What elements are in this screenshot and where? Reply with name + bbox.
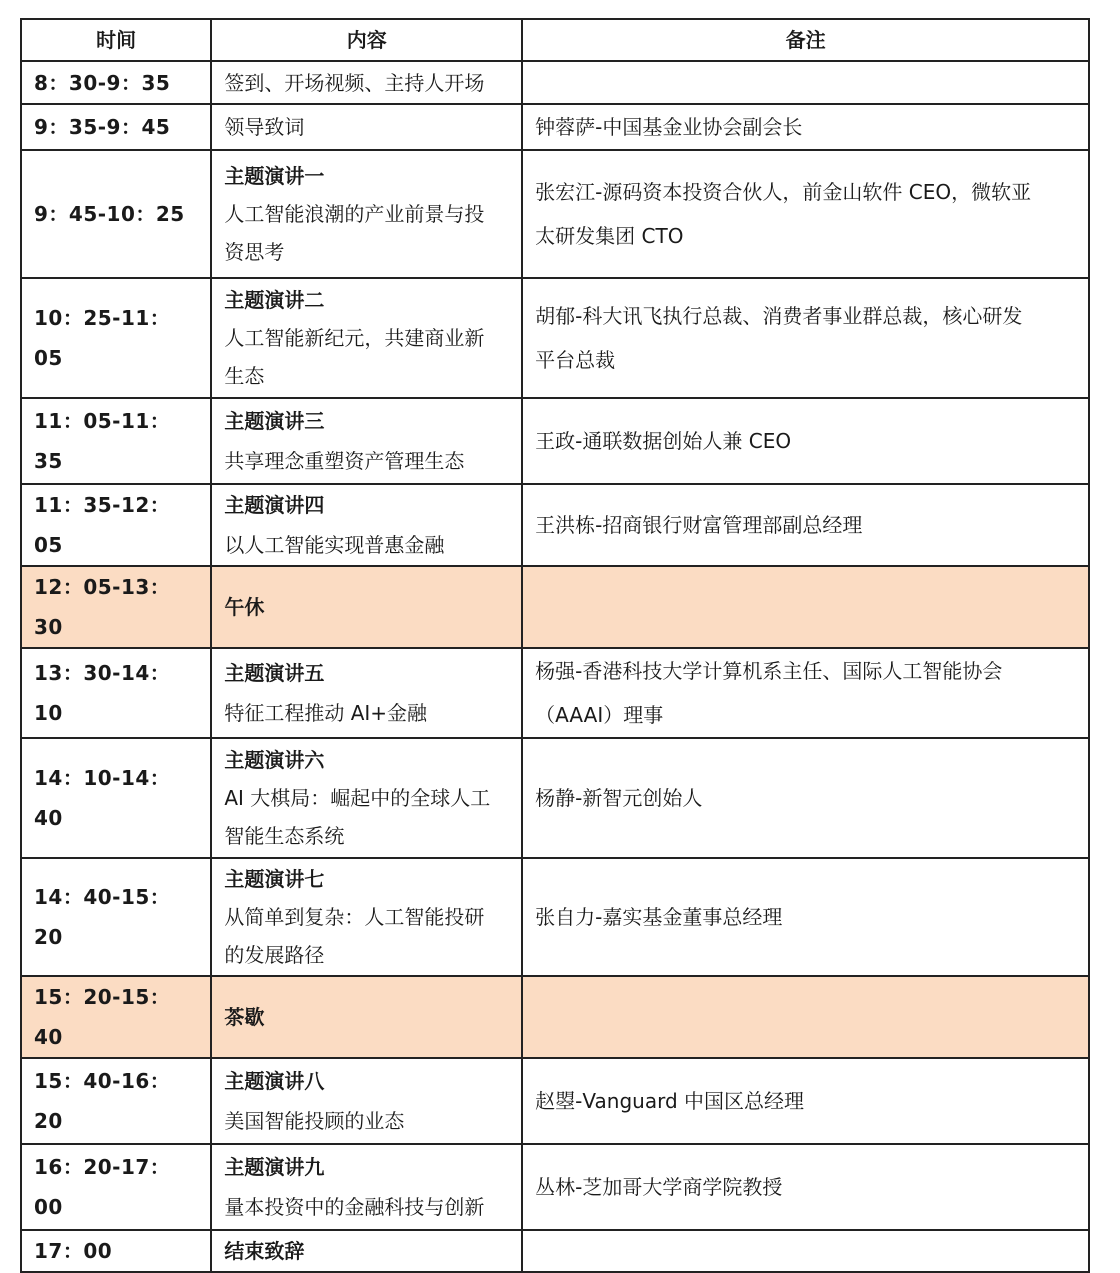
content-line: 午休: [224, 595, 265, 619]
row-time: 15：40-16：20: [21, 1058, 211, 1144]
note-line: 平台总裁: [535, 348, 616, 372]
row-content: [211, 1230, 522, 1272]
row-content: [211, 566, 522, 648]
row-time: 8：30-9：35: [21, 61, 211, 104]
row-content: [211, 858, 522, 976]
row-time: 14：40-15：20: [21, 858, 211, 976]
row-content: [211, 104, 522, 150]
agenda-row: [21, 61, 1089, 104]
row-time: 11：35-12：05: [21, 484, 211, 566]
content-line: 签到、开场视频、主持人开场: [224, 70, 485, 95]
talk-title: 主题演讲三: [224, 409, 325, 433]
note-line: 钟蓉萨-中国基金业协会副会长: [535, 115, 803, 139]
row-note: [522, 566, 1089, 648]
content-line: 以人工智能实现普惠金融: [224, 533, 445, 557]
content-line: 共享理念重塑资产管理生态: [224, 449, 465, 473]
row-time: 14：10-14：40: [21, 738, 211, 858]
row-note: [522, 976, 1089, 1058]
content-line: 生态: [224, 364, 265, 388]
content-line: 结束致辞: [224, 1239, 305, 1263]
row-content: [211, 976, 522, 1058]
agenda-row: [21, 484, 1089, 566]
note-line: 胡郁-科大讯飞执行总裁、消费者事业群总裁，核心研发: [535, 304, 1023, 328]
talk-title: 主题演讲一: [224, 164, 325, 188]
row-time: 11：05-11：35: [21, 398, 211, 484]
row-content: [211, 61, 522, 104]
row-note: [522, 738, 1089, 858]
talk-title: 主题演讲七: [224, 867, 325, 891]
talk-title: 主题演讲二: [224, 288, 325, 312]
agenda-row: [21, 738, 1089, 858]
row-time: 15：20-15：40: [21, 976, 211, 1058]
agenda-row: [21, 1144, 1089, 1230]
content-line: 资思考: [224, 240, 285, 264]
content-line: 人工智能浪潮的产业前景与投: [224, 202, 485, 226]
note-line: （AAAI）理事: [535, 703, 664, 727]
agenda-row: [21, 1230, 1089, 1272]
note-line: 丛林-芝加哥大学商学院教授: [535, 1175, 783, 1199]
agenda-row: [21, 104, 1089, 150]
row-note: [522, 648, 1089, 738]
note-line: 王洪栋-招商银行财富管理部副总经理: [535, 513, 863, 537]
agenda-row: [21, 278, 1089, 398]
agenda-row: [21, 976, 1089, 1058]
content-line: 美国智能投顾的业态: [224, 1109, 405, 1133]
content-line: 领导致词: [224, 115, 305, 139]
agenda-row: [21, 566, 1089, 648]
row-content: [211, 278, 522, 398]
agenda-table-header: [21, 19, 1089, 61]
content-line: 从简单到复杂：人工智能投研: [224, 905, 485, 929]
row-content: [211, 150, 522, 278]
row-note: [522, 1144, 1089, 1230]
row-note: [522, 484, 1089, 566]
note-line: 张宏江-源码资本投资合伙人，前金山软件 CEO，微软亚: [535, 180, 1032, 204]
content-line: 智能生态系统: [224, 824, 345, 848]
row-content: [211, 398, 522, 484]
row-time: 13：30-14：10: [21, 648, 211, 738]
agenda-row: [21, 858, 1089, 976]
content-line: AI 大棋局：崛起中的全球人工: [224, 786, 491, 810]
content-line: 特征工程推动 AI+金融: [224, 701, 428, 725]
row-note: [522, 278, 1089, 398]
agenda-table: [20, 18, 1090, 1273]
row-time: 16：20-17：00: [21, 1144, 211, 1230]
note-line: 赵曌-Vanguard 中国区总经理: [535, 1089, 804, 1113]
row-time: 9：35-9：45: [21, 104, 211, 150]
agenda-row: [21, 150, 1089, 278]
row-time: 10：25-11：05: [21, 278, 211, 398]
row-content: [211, 1144, 522, 1230]
content-line: 茶歇: [224, 1005, 265, 1029]
row-note: [522, 150, 1089, 278]
agenda-row: [21, 1058, 1089, 1144]
row-time: 12：05-13：30: [21, 566, 211, 648]
row-note: [522, 104, 1089, 150]
row-note: [522, 1230, 1089, 1272]
talk-title: 主题演讲四: [224, 493, 325, 517]
row-note: [522, 398, 1089, 484]
talk-title: 主题演讲九: [224, 1155, 325, 1179]
content-line: 人工智能新纪元，共建商业新: [224, 326, 485, 350]
note-line: 太研发集团 CTO: [535, 224, 684, 248]
row-note: [522, 1058, 1089, 1144]
agenda-table-body: [21, 61, 1089, 1272]
row-note: [522, 858, 1089, 976]
note-line: 王政-通联数据创始人兼 CEO: [535, 429, 792, 453]
header-time: 时间: [21, 19, 211, 61]
row-time: 9：45-10：25: [21, 150, 211, 278]
agenda-row: [21, 398, 1089, 484]
row-content: [211, 648, 522, 738]
row-content: [211, 738, 522, 858]
content-line: 的发展路径: [224, 943, 325, 967]
row-note: [522, 61, 1089, 104]
note-line: 杨强-香港科技大学计算机系主任、国际人工智能协会: [535, 659, 1003, 683]
agenda-row: [21, 648, 1089, 738]
talk-title: 主题演讲五: [224, 661, 325, 685]
talk-title: 主题演讲六: [224, 748, 325, 772]
content-line: 量本投资中的金融科技与创新: [224, 1195, 485, 1219]
header-note: 备注: [522, 19, 1089, 61]
row-time: 17：00: [21, 1230, 211, 1272]
header-row: [21, 19, 1089, 61]
note-line: 张自力-嘉实基金董事总经理: [535, 905, 783, 929]
row-content: [211, 1058, 522, 1144]
row-content: [211, 484, 522, 566]
talk-title: 主题演讲八: [224, 1069, 325, 1093]
note-line: 杨静-新智元创始人: [535, 786, 703, 810]
header-content: 内容: [211, 19, 522, 61]
